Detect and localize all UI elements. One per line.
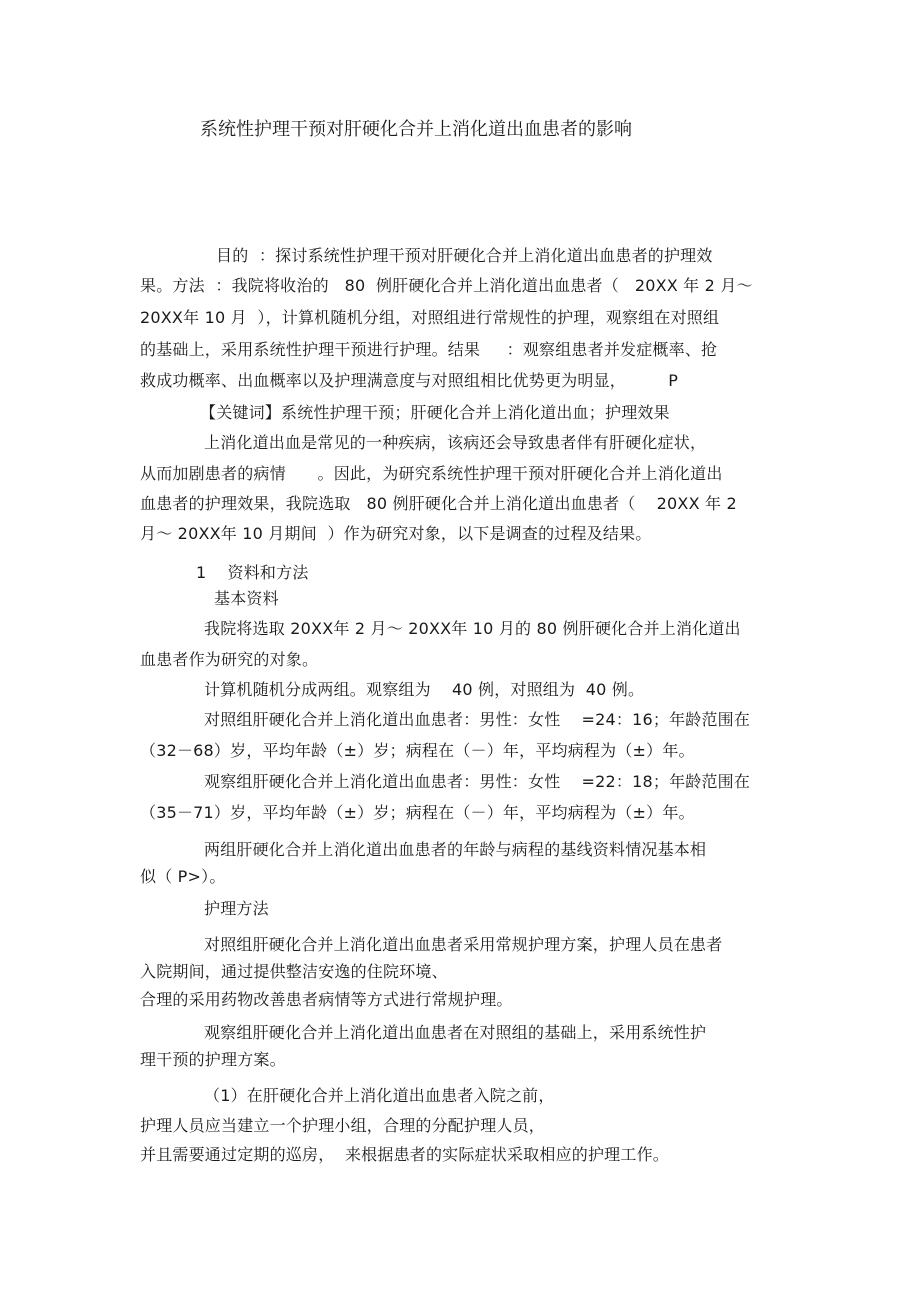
paragraph-line: （32－68）岁，平均年龄（±）岁；病程在（－）年，平均病程为（±）年。 <box>140 741 695 760</box>
paragraph-line: 护理人员应当建立一个护理小组，合理的分配护理人员， <box>140 1116 546 1135</box>
section-heading: 1 资料和方法 <box>196 563 309 582</box>
paragraph-line: 入院期间，通过提供整洁安逸的住院环境、 <box>140 962 448 981</box>
paragraph-line: 计算机随机分成两组。观察组为 40 例，对照组为 40 例。 <box>204 680 645 699</box>
paragraph-line: 对照组肝硬化合并上消化道出血患者采用常规护理方案，护理人员在患者 <box>204 935 723 954</box>
paragraph-line: 并且需要通过定期的巡房， 来根据患者的实际症状采取相应的护理工作。 <box>140 1145 669 1164</box>
paragraph-line: 理干预的护理方案。 <box>140 1050 286 1069</box>
abstract-line: 的基础上，采用系统性护理干预进行护理。结果 ：观察组患者并发症概率、抢 <box>140 340 718 359</box>
paragraph-line: 似（ P>）。 <box>140 867 226 886</box>
intro-line: 上消化道出血是常见的一种疾病，该病还会导致患者伴有肝硬化症状， <box>204 433 707 452</box>
intro-line: 月～ 20XX年 10 月期间 ）作为研究对象，以下是调查的过程及结果。 <box>140 524 652 543</box>
document-title: 系统性护理干预对肝硬化合并上消化道出血患者的影响 <box>200 119 632 140</box>
intro-line: 血患者的护理效果，我院选取 80 例肝硬化合并上消化道出血患者（ 20XX 年 2 <box>140 494 737 513</box>
intro-line: 从而加剧患者的病情 。因此，为研究系统性护理干预对肝硬化合并上消化道出 <box>140 464 723 483</box>
abstract-line: 20XX年 10 月 ），计算机随机分组，对照组进行常规性的护理，观察组在对照组 <box>140 308 720 327</box>
paragraph-line: （35－71）岁，平均年龄（±）岁；病程在（－）年，平均病程为（±）年。 <box>140 803 695 822</box>
abstract-line: 果。方法 ：我院将收治的 80 例肝硬化合并上消化道出血患者（ 20XX 年 2 月～ <box>140 276 753 295</box>
paragraph-line: 对照组肝硬化合并上消化道出血患者：男性：女性 =24：16；年龄范围在 <box>204 710 751 729</box>
paragraph-line: 两组肝硬化合并上消化道出血患者的年龄与病程的基线资料情况基本相 <box>204 840 707 859</box>
subsection-heading: 护理方法 <box>204 899 269 918</box>
subsection-heading: 基本资料 <box>214 589 279 608</box>
paragraph-line: （1）在肝硬化合并上消化道出血患者入院之前， <box>204 1086 555 1105</box>
paragraph-line: 观察组肝硬化合并上消化道出血患者在对照组的基础上，采用系统性护 <box>204 1023 707 1042</box>
keywords: 【关键词】系统性护理干预；肝硬化合并上消化道出血；护理效果 <box>200 403 670 422</box>
abstract-line: 目的 ：探讨系统性护理干预对肝硬化合并上消化道出血患者的护理效 <box>216 246 713 265</box>
paragraph-line: 我院将选取 20XX年 2 月～ 20XX年 10 月的 80 例肝硬化合并上消化道出 <box>204 619 741 638</box>
abstract-line: 救成功概率、出血概率以及护理满意度与对照组相比优势更为明显， P <box>140 371 679 390</box>
paragraph-line: 合理的采用药物改善患者病情等方式进行常规护理。 <box>140 990 513 1009</box>
paragraph-line: 观察组肝硬化合并上消化道出血患者：男性：女性 =22：18；年龄范围在 <box>204 772 751 791</box>
paragraph-line: 血患者作为研究的对象。 <box>140 650 319 669</box>
